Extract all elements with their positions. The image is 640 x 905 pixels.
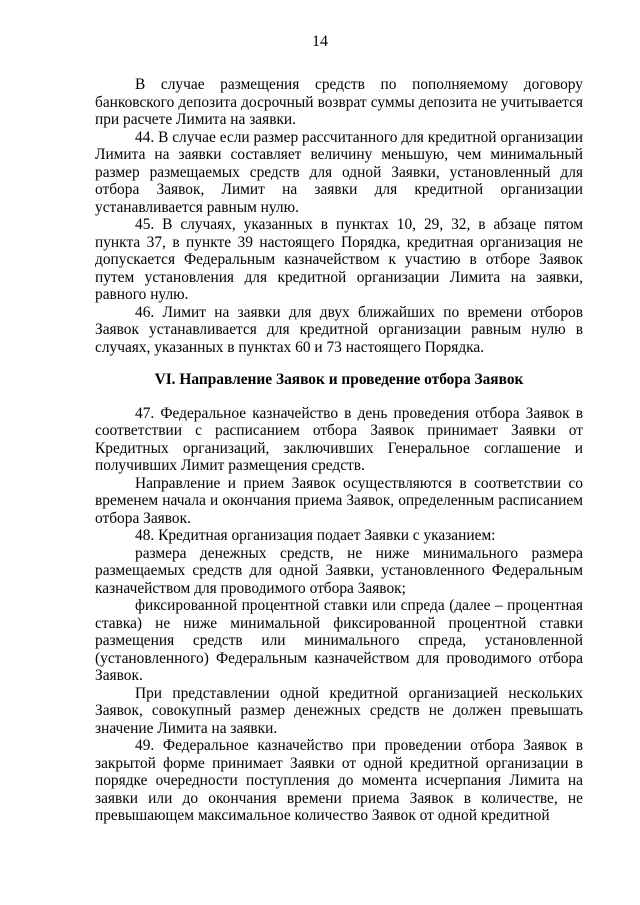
paragraph-submission-timing: Направление и прием Заявок осуществляются в соответствии со временем начала и окончания приема Заявок, определенным расписанием отбора Заявок.: [95, 474, 583, 527]
document-body: [95, 76, 583, 825]
paragraph-45: 45. В случаях, указанных в пунктах 10, 29, 32, в абзаце пятом пункта 37, в пункте 39 настоящего Порядка, кредитная организация не допускается Федеральным казначейством к участию в отборе Заявок путем установления для кредитной организации Лимита на заявки, равного нулю.: [95, 216, 583, 303]
paragraph-48: 48. Кредитная организация подает Заявки с указанием:: [135, 527, 496, 544]
paragraph-49: 49. Федеральное казначейство при проведении отбора Заявок в закрытой форме принимает Заявки от одной кредитной организации в порядке очередности поступления до момента исчерпания Лимита на заявки или до окончания времени приема Заявок в количестве, не превышающем максимальное количество Заявок от одной кредитной: [95, 737, 583, 824]
page-number: 14: [312, 33, 328, 50]
paragraph-deposit-note: В случае размещения средств по пополняемому договору банковского депозита досрочный возврат суммы депозита не учитывается при расчете Лимита на заявки.: [95, 76, 583, 128]
paragraph-44: 44. В случае если размер рассчитанного для кредитной организации Лимита на заявки составляет величину меньшую, чем минимальный размер размещаемых средств для одной Заявки, установленный для отбора Заявок, Лимит на заявки для кредитной организации устанавливается равным нулю.: [95, 128, 583, 216]
paragraph-funds-amount: размера денежных средств, не ниже минимального размера размещаемых средств для одной Заявки, установленного Федеральным казначейством для проводимого отбора Заявок;: [95, 544, 583, 597]
paragraph-multiple-applications: При представлении одной кредитной организацией нескольких Заявок, совокупный размер денежных средств не должен превышать значение Лимита на заявки.: [95, 684, 583, 737]
section-heading: VI. Направление Заявок и проведение отбора Заявок: [154, 371, 524, 388]
paragraph-46: 46. Лимит на заявки для двух ближайших по времени отборов Заявок устанавливается для кредитной организации равным нулю в случаях, указанных в пунктах 60 и 73 настоящего Порядка.: [95, 303, 583, 356]
paragraph-interest-rate: фиксированной процентной ставки или спреда (далее – процентная ставка) не ниже минимальной фиксированной процентной ставки размещения средств или минимального спреда, установленной (установленного) Федеральным казначейством для проводимого отбора Заявок.: [95, 597, 583, 684]
paragraph-47: 47. Федеральное казначейство в день проведения отбора Заявок в соответствии с расписанием отбора Заявок принимает Заявки от Кредитных организаций, заключивших Генеральное соглашение и получивших Лимит размещения средств.: [95, 404, 583, 474]
